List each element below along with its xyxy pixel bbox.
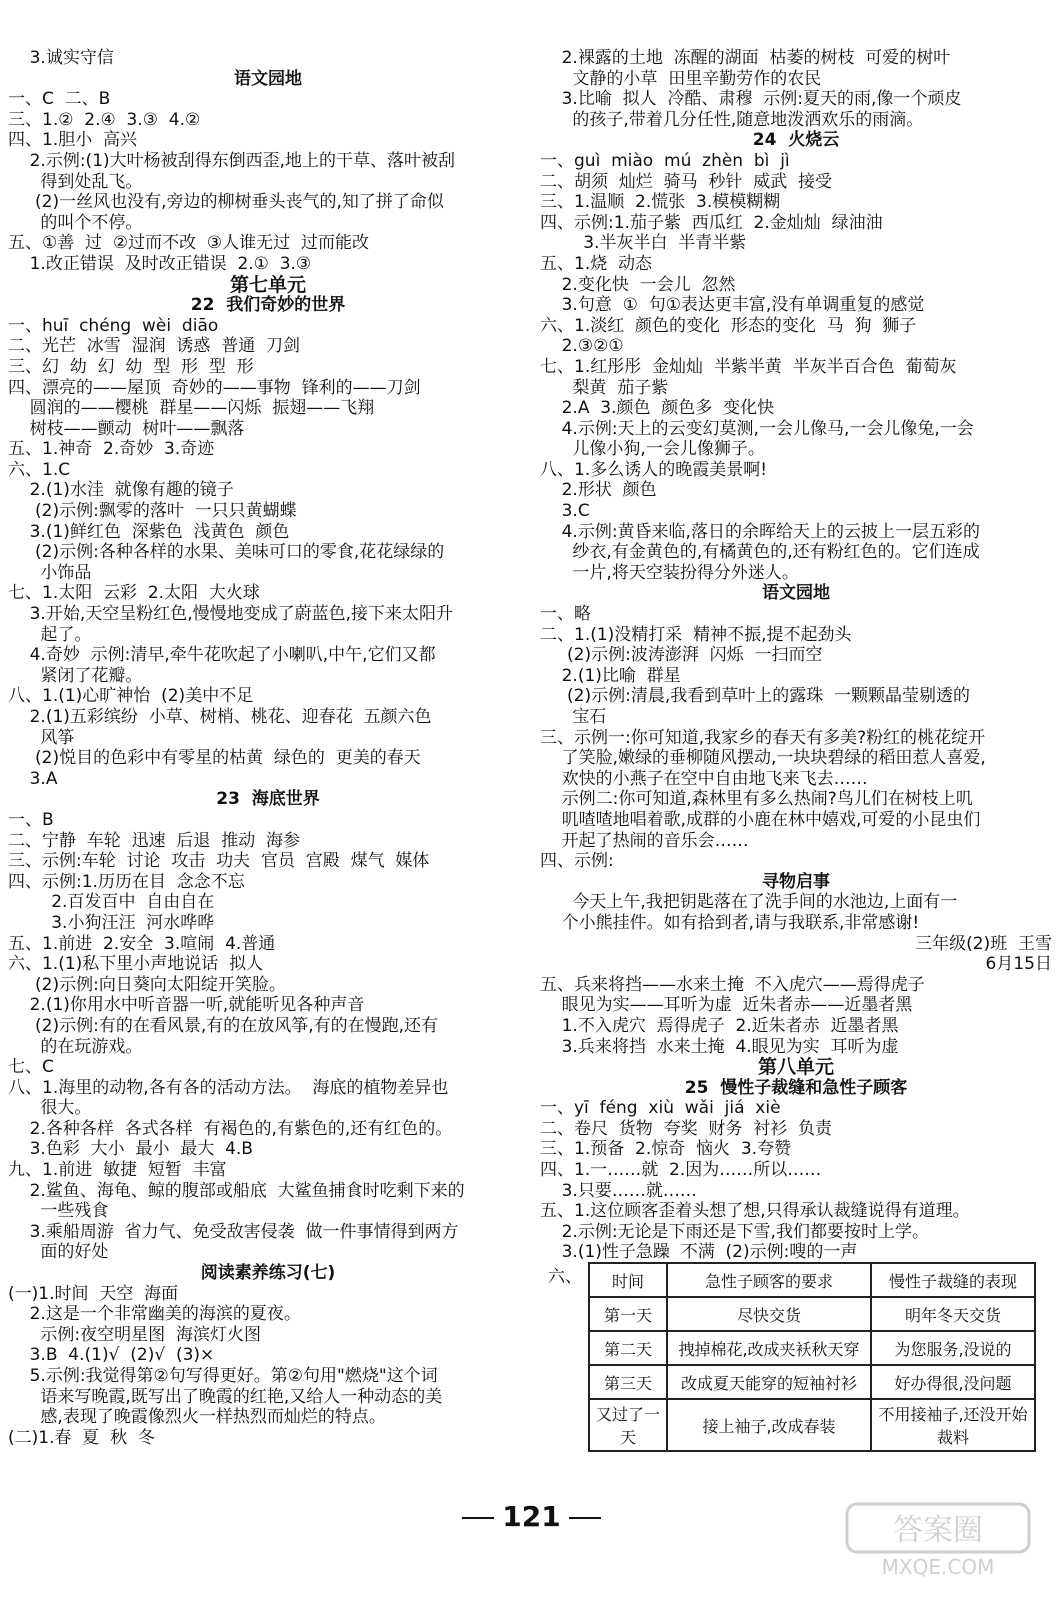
answer-line: (2)示例:波涛澎湃 闪烁 一扫而空 [540, 645, 823, 666]
table-row [589, 1399, 1035, 1451]
answer-line: 3.色彩 大小 最小 最大 4.B [8, 1139, 253, 1160]
table-cell: 第二天 [589, 1331, 667, 1365]
answer-line: 2.变化快 一会儿 忽然 [540, 274, 736, 295]
answer-line: 的叫个不停。 [8, 212, 143, 233]
table-cell: 好办得很,没问题 [871, 1365, 1035, 1399]
answer-line: 3.兵来将挡 水来土掩 4.眼见为实 耳听为虚 [540, 1036, 899, 1057]
answer-line: 一些残食 [8, 1201, 109, 1222]
answer-line: 开起了热闹的音乐会…… [540, 830, 749, 851]
answer-line: 示例二:你可知道,森林里有多么热闹?鸟儿们在树枝上叽 [540, 789, 973, 810]
answer-line: 3.诚实守信 [8, 48, 114, 68]
answer-line: 3.开始,天空呈粉红色,慢慢地变成了蔚蓝色,接下来太阳升 [8, 604, 454, 625]
answer-line: 九、1.前进 敏捷 短暂 丰富 [8, 1160, 227, 1181]
answer-line: 2.示例:无论是下雨还是下雪,我们都要按时上学。 [540, 1221, 929, 1242]
answer-line: 2.(1)五彩缤纷 小草、树梢、桃花、迎春花 五颜六色 [8, 707, 432, 727]
answer-line: 1.不入虎穴 焉得虎子 2.近朱者赤 近墨者黑 [540, 1015, 899, 1036]
answer-line: 2.各种各样 各式各样 有褐色的,有紫色的,还有红色的。 [8, 1118, 453, 1139]
answer-line: 3.只要……就…… [540, 1180, 697, 1201]
svg-text:答案圈: 答案圈 [893, 1513, 983, 1548]
answer-line: 3.句意 ① 句①表达更丰富,没有单调重复的感觉 [540, 295, 925, 316]
answer-line: 2.A 3.颜色 颜色多 变化快 [540, 398, 775, 419]
answer-line: 面的好处 [8, 1242, 109, 1263]
answer-line: 2.裸露的土地 冻醒的湖面 枯萎的树枝 可爱的树叶 [540, 48, 951, 68]
answer-line: 五、1.这位顾客歪着头想了想,只得承认裁缝说得有道理。 [540, 1201, 970, 1222]
watermark-logo [843, 1500, 1033, 1580]
table-header: 慢性子裁缝的表现 [871, 1263, 1035, 1297]
answer-line: 3.乘船周游 省力气、免受敌害侵袭 做一件事情得到两方 [8, 1221, 459, 1242]
answer-line: (2)悦目的色彩中有零星的枯黄 绿色的 更美的春天 [8, 748, 421, 769]
answer-line: (2)示例:清晨,我看到草叶上的露珠 一颗颗晶莹剔透的 [540, 686, 971, 707]
answer-line: 了笑脸,嫩绿的垂柳随风摆动,一块块碧绿的稻田惹人喜爱, [540, 748, 986, 769]
answer-line: 感,表现了晚霞像烈火一样热烈而灿烂的特点。 [8, 1407, 386, 1428]
right-column [540, 48, 1052, 1263]
answer-line: 个小熊挂件。如有拾到者,请与我联系,非常感谢! [540, 912, 920, 933]
answer-line: 六、1.C [8, 459, 71, 480]
table-cell: 明年冬天交货 [871, 1297, 1035, 1331]
answer-line: 七、C [8, 1057, 54, 1078]
answer-line: 3.B 4.(1)√ (2)√ (3)× [8, 1345, 215, 1366]
answer-line: 儿像小狗,一会儿像狮子。 [540, 439, 765, 460]
answer-line: 四、示例:1.历历在目 念念不忘 [8, 871, 245, 892]
answer-line: (2)示例:各种各样的水果、美味可口的零食,花花绿绿的 [8, 542, 445, 563]
unit-heading: 第八单元 [757, 1056, 834, 1079]
answer-line: 眼见为实——耳听为虚 近朱者赤——近墨者黑 [540, 995, 913, 1016]
table-row [589, 1365, 1035, 1399]
answer-line: (2)示例:向日葵向太阳绽开笑脸。 [8, 974, 286, 995]
answer-line: 3.(1)鲜红色 深紫色 浅黄色 颜色 [8, 521, 290, 542]
answer-line: 五、1.烧 动态 [540, 253, 653, 274]
answer-line: 一、huī chéng wèi diāo [8, 315, 219, 336]
answer-line: 文静的小草 田里辛勤劳作的农民 [540, 68, 822, 89]
answer-line: 的孩子,带着几分任性,随意地泼洒欢乐的雨滴。 [540, 109, 924, 130]
answer-line: 八、1.海里的动物,各有各的活动方法。 海底的植物差异也 [8, 1077, 449, 1098]
answer-line: 3.比喻 拟人 冷酷、肃穆 示例:夏天的雨,像一个顽皮 [540, 89, 962, 110]
answer-line: 三、1.温顺 2.慌张 3.模模糊糊 [540, 192, 781, 213]
answer-line: 二、胡须 灿烂 骑马 秒针 威武 接受 [540, 171, 833, 192]
answer-line: 八、1.(1)心旷神怡 (2)美中不足 [8, 686, 254, 707]
answer-line: 2.形状 颜色 [540, 480, 657, 501]
answer-line: 欢快的小燕子在空中自由地飞来飞去…… [540, 768, 868, 789]
answer-line: 梨黄 茄子紫 [540, 377, 669, 398]
answer-line: 七、1.红彤彤 金灿灿 半紫半黄 半灰半百合色 葡萄灰 [540, 356, 957, 377]
section-heading: 语文园地 [762, 583, 830, 604]
answer-line: 一、yī féng xiù wǎi jiá xiè [540, 1098, 781, 1119]
answer-line: (2)示例:有的在看风景,有的在放风筝,有的在慢跑,还有 [8, 1015, 439, 1036]
table-row [589, 1331, 1035, 1365]
answer-line: 一、略 [540, 604, 591, 625]
left-column [8, 48, 528, 1448]
answer-line: 四、1.胆小 高兴 [8, 130, 138, 151]
table-cell: 又过了一天 [589, 1399, 667, 1451]
answer-line: 紧闭了花瓣。 [8, 665, 143, 686]
answer-line: 今天上午,我把钥匙落在了洗手间的水池边,上面有一 [540, 892, 958, 913]
table-cell: 改成夏天能穿的短袖衬衫 [667, 1365, 871, 1399]
table-cell: 接上袖子,改成春装 [667, 1399, 871, 1451]
answer-line: 得到处乱飞。 [8, 171, 143, 192]
table-header: 急性子顾客的要求 [667, 1263, 871, 1297]
answer-line: 2.(1)比喻 群星 [540, 665, 681, 686]
answer-line: 的在玩游戏。 [8, 1036, 143, 1057]
section-heading: 25 慢性子裁缝和急性子顾客 [684, 1077, 908, 1098]
table-row [589, 1297, 1035, 1331]
answer-line: 2.③②① [540, 336, 624, 357]
answer-line: 3.半灰半白 半青半紫 [540, 233, 747, 254]
table-cell: 尽快交货 [667, 1297, 871, 1331]
answer-line: 八、1.多么诱人的晚霞美景啊! [540, 459, 768, 480]
answer-line: (2)示例:飘零的落叶 一只只黄蝴蝶 [8, 501, 297, 522]
answer-line: 起了。 [8, 624, 92, 645]
answer-line: 四、示例:1.茄子紫 西瓜红 2.金灿灿 绿油油 [540, 212, 883, 233]
svg-text:MXQE.COM: MXQE.COM [881, 1555, 995, 1579]
answer-line: 2.(1)你用水中听音器一听,就能听见各种声音 [8, 995, 365, 1016]
answer-line: 纱衣,有金黄色的,有橘黄色的,还有粉红色的。它们连成 [540, 542, 980, 563]
unit-heading: 第七单元 [229, 273, 306, 296]
section-heading: 22 我们奇妙的世界 [190, 295, 346, 316]
answer-line: 示例:夜空明星图 海滨灯火图 [8, 1324, 261, 1345]
answer-line: 一、C 二、B [8, 89, 111, 110]
answer-line: (2)一丝风也没有,旁边的柳树垂头丧气的,知了拼了命似 [8, 192, 444, 213]
answer-line: 宝石 [540, 707, 607, 727]
answer-line: 三、1.预备 2.惊奇 恼火 3.夸赞 [540, 1139, 792, 1160]
answer-line: 五、兵来将挡——水来土掩 不入虎穴——焉得虎子 [540, 974, 925, 995]
table-cell: 第三天 [589, 1365, 667, 1399]
answer-line: 三、示例:车轮 讨论 攻击 功夫 官员 宫殿 煤气 媒体 [8, 851, 430, 872]
answer-line: 很大。 [8, 1098, 92, 1119]
section-heading: 语文园地 [234, 68, 302, 89]
answer-line: 语来写晚霞,既写出了晚霞的红艳,又给人一种动态的美 [8, 1386, 443, 1407]
answer-line: 七、1.太阳 云彩 2.太阳 大火球 [8, 583, 260, 604]
answer-line: 3.C [540, 501, 590, 522]
answer-line: 五、①善 过 ②过而不改 ③人谁无过 过而能改 [8, 233, 369, 254]
signature-line: 6月15日 [985, 954, 1052, 975]
section-heading: 23 海底世界 [216, 789, 320, 810]
table-header-row [589, 1263, 1035, 1297]
answer-line: 五、1.前进 2.安全 3.喧闹 4.普通 [8, 933, 276, 954]
answer-line: 2.这是一个非常幽美的海滨的夏夜。 [8, 1304, 301, 1325]
answer-line: 三、1.② 2.④ 3.③ 4.② [8, 109, 201, 130]
answer-line: 2.百发百中 自由自在 [8, 892, 215, 913]
answer-line: 五、1.神奇 2.奇妙 3.奇迹 [8, 439, 215, 460]
answer-line: 一、guì miào mú zhèn bì jì [540, 150, 790, 171]
answer-line: (一)1.时间 天空 海面 [8, 1283, 179, 1304]
answer-line: 四、示例: [540, 851, 614, 872]
answer-line: (二)1.春 夏 秋 冬 [8, 1427, 155, 1448]
answer-line: 5.示例:我觉得第②句写得更好。第②句用"燃烧"这个词 [8, 1366, 438, 1386]
answer-line: 2.(1)水洼 就像有趣的镜子 [8, 480, 234, 501]
signature-line: 三年级(2)班 王雪 [915, 933, 1052, 954]
table-cell: 不用接袖子,还没开始裁料 [871, 1399, 1035, 1451]
answer-line: 3.(1)性子急躁 不满 (2)示例:嗖的一声 [540, 1242, 858, 1263]
answer-line: 三、示例一:你可知道,我家乡的春天有多美?粉红的桃花绽开 [540, 727, 986, 748]
answer-line: 3.小狗汪汪 河水哗哗 [8, 912, 215, 933]
answer-line: 树枝——颤动 树叶——飘落 [8, 418, 245, 439]
page-number-text: 121 [502, 1500, 561, 1533]
answer-line: 二、宁静 车轮 迅速 后退 推动 海参 [8, 830, 301, 851]
section-heading: 24 火烧云 [752, 130, 840, 151]
answer-line: 2.示例:(1)大叶杨被刮得东倒西歪,地上的干草、落叶被刮 [8, 150, 456, 171]
answer-line: 2.鲨鱼、海龟、鲸的腹部或船底 大鲨鱼捕食时吃剩下来的 [8, 1180, 465, 1201]
answer-line: 四、1.一……就 2.因为……所以…… [540, 1160, 822, 1181]
answer-line: 一、B [8, 809, 54, 830]
answer-line: 二、光芒 冰雪 湿润 诱惑 普通 刀剑 [8, 336, 301, 357]
answer-line: 4.奇妙 示例:清早,牵牛花吹起了小喇叭,中午,它们又都 [8, 645, 436, 666]
section-heading: 寻物启事 [762, 871, 830, 892]
answer-line: 3.A [8, 768, 58, 789]
answer-line: 二、1.(1)没精打采 精神不振,提不起劲头 [540, 624, 852, 645]
answer-line: 风筝 [8, 727, 75, 748]
answer-line: 六、1.淡红 颜色的变化 形态的变化 马 狗 狮子 [540, 315, 917, 336]
table-cell: 为您服务,没说的 [871, 1331, 1035, 1365]
answer-line: 四、漂亮的——屋顶 奇妙的——事物 锋利的——刀剑 [8, 377, 421, 398]
answer-line: 三、幻 幼 幻 幼 型 形 型 形 [8, 356, 254, 377]
answer-line: 圆润的——樱桃 群星——闪烁 振翅——飞翔 [8, 398, 375, 419]
answer-line: 小饰品 [8, 562, 92, 583]
table-label: 六、 [548, 1267, 582, 1287]
answer-line: 1.改正错误 及时改正错误 2.① 3.③ [8, 253, 312, 274]
answer-line: 二、卷尺 货物 夸奖 财务 衬衫 负责 [540, 1118, 833, 1139]
table-cell: 第一天 [589, 1297, 667, 1331]
answer-line: 4.示例:黄昏来临,落日的余晖给天上的云披上一层五彩的 [540, 521, 980, 542]
table-cell: 拽掉棉花,改成夹袄秋天穿 [667, 1331, 871, 1365]
section-heading: 阅读素养练习(七) [200, 1263, 336, 1284]
answer-line: 六、1.(1)私下里小声地说话 拟人 [8, 954, 264, 975]
answer-line: 4.示例:天上的云变幻莫测,一会儿像马,一会儿像兔,一会 [540, 418, 974, 439]
answer-table [588, 1262, 1036, 1452]
answer-line: 一片,将天空装扮得分外迷人。 [540, 562, 799, 583]
answer-line: 叽喳喳地唱着歌,成群的小鹿在林中嬉戏,可爱的小昆虫们 [540, 809, 981, 830]
table-header: 时间 [589, 1263, 667, 1297]
